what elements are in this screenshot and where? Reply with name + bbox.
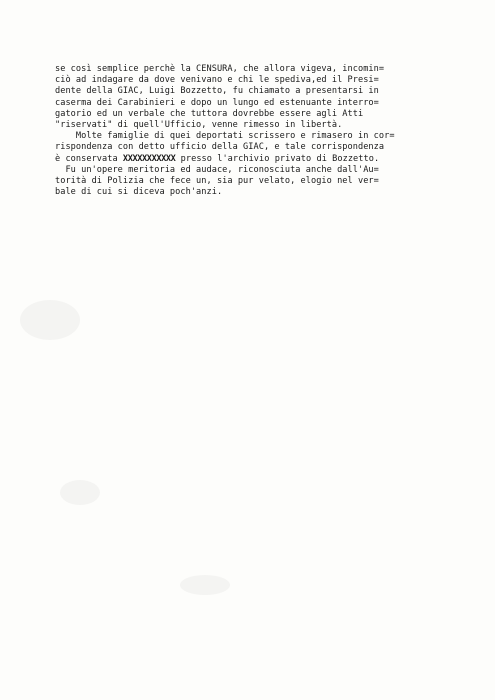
text-line: ciò ad indagare da dove venivano e chi le spediva,ed il Presi= (55, 75, 379, 86)
paper-smudge (180, 575, 230, 595)
paper-smudge (20, 300, 80, 340)
text-line (55, 154, 465, 165)
text-line: gatorio ed un verbale che tuttora dovrebbe essere agli Atti (55, 108, 364, 119)
paper-smudge (60, 480, 100, 505)
text-line: dente della GIAC, Luigi Bozzetto, fu chiamato a presentarsi in (55, 86, 379, 97)
text-line: rispondenza con detto ufficio della GIAC, e tale corrispondenza (55, 142, 385, 153)
typed-text-block (55, 64, 465, 198)
text-line-end: presso l'archivio privato di Bozzetto. (175, 153, 380, 164)
text-line: caserma dei Carabinieri e dopo un lungo ed estenuante interro= (55, 97, 379, 108)
text-line: se così semplice perchè la CENSURA, che allora vigeva, incomin= (55, 64, 385, 74)
text-line: Fu un'opere meritoria ed audace, riconosciuta anche dall'Au= (55, 164, 379, 175)
text-line: bale di cui si diceva poch'anzi. (55, 187, 223, 198)
text-line: torità di Polizia che fece un, sia pur velato, elogio nel ver= (55, 176, 379, 187)
text-line-start: è conservata (55, 153, 123, 164)
text-line: Molte famiglie di quei deportati scrissero e rimasero in cor= (55, 131, 395, 142)
struck-out-text: XXXXXXXXXXX (122, 153, 176, 164)
text-line: "riservati" di quell'Ufficio, venne rimesso in libertà. (55, 120, 343, 131)
